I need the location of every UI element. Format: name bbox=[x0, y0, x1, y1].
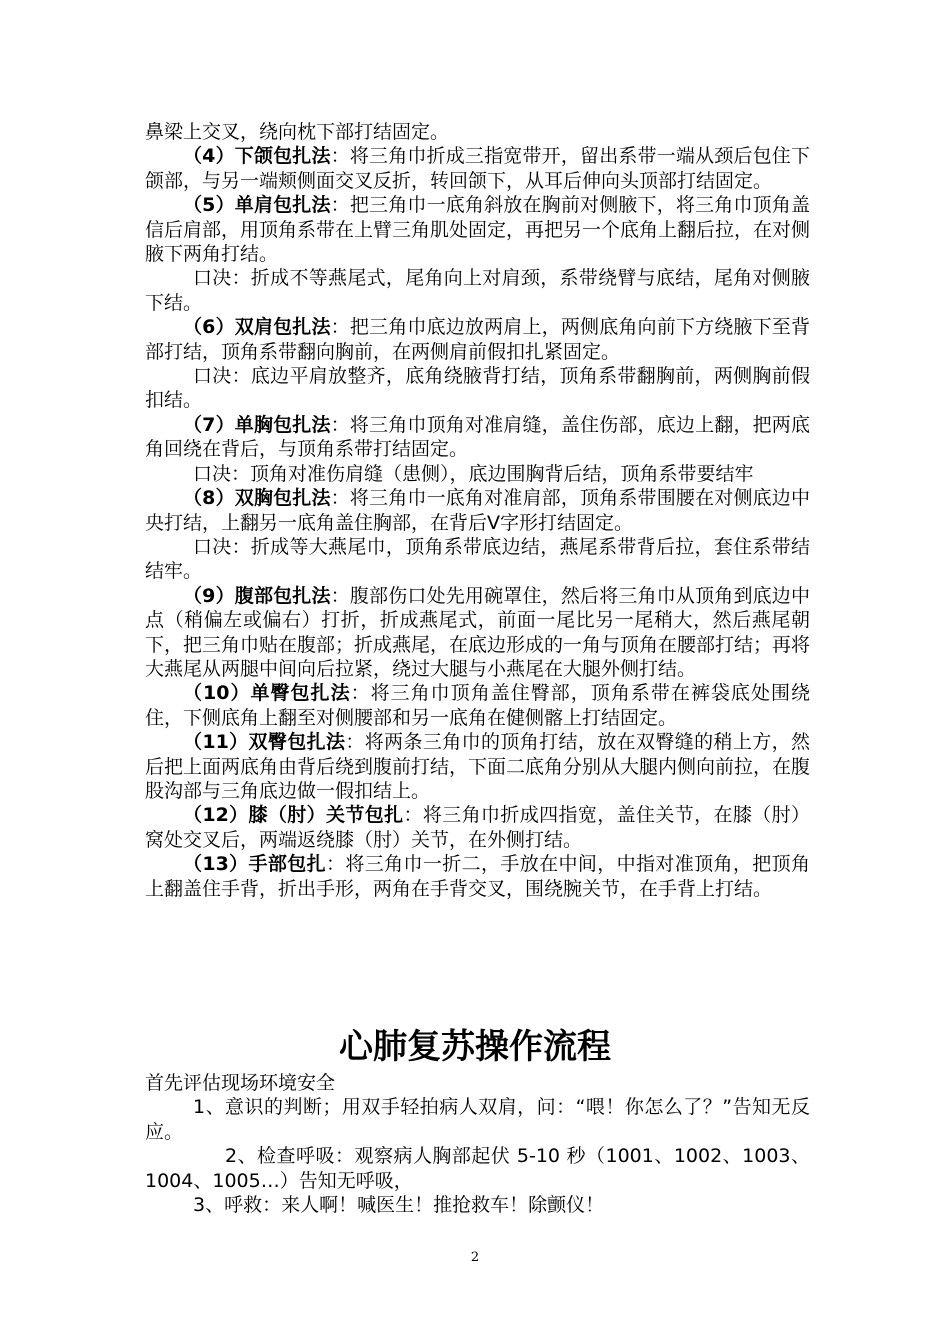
paragraph-abdomen-bandage: （9）腹部包扎法：腹部伤口处先用碗罩住，然后将三角巾从顶角到底边中点（稍偏左或偏右）打折，折成燕尾式，前面一尾比另一尾稍大，然后燕尾朝下，把三角巾贴在腹部；折成燕尾，在底边形成的一角与顶角在腰部打结；再将大燕尾从两腿中间向后拉紧，绕过大腿与小燕尾在大腿外侧打结。 bbox=[145, 584, 811, 680]
paragraph-heading: （8）双胸包扎法 bbox=[183, 487, 331, 510]
paragraph-heading: （11）双臀包扎法 bbox=[183, 731, 346, 754]
paragraph-mnemonic: 口决：顶角对准伤肩缝（患侧），底边围胸背后结，顶角系带要结牢 bbox=[193, 462, 754, 485]
section-title: 心肺复苏操作流程 bbox=[339, 1027, 611, 1067]
cpr-step-2: 2、检查呼吸：观察病人胸部起伏 5-10 秒（1001、1002、1003、1004、1005…）告知无呼吸， bbox=[145, 1145, 810, 1192]
paragraph-single-buttock-bandage: （10）单臀包扎法：将三角巾顶角盖住臀部，顶角系带在裤袋底处围绕住，下侧底角上翻至对侧腰部和另一底角在健侧髂上打结固定。 bbox=[145, 682, 810, 729]
paragraph-mandible-bandage: （4）下颌包扎法：将三角巾折成三指宽带开，留出系带一端从颈后包住下颌部，与另一端颊侧面交叉反折，转回颌下，从耳后伸向头顶部打结固定。 bbox=[145, 145, 810, 192]
paragraph-heading: （4）下颌包扎法 bbox=[183, 145, 331, 168]
bandage-methods-text bbox=[145, 120, 810, 901]
paragraph-heading: （6）双肩包扎法 bbox=[183, 316, 331, 339]
cpr-steps bbox=[145, 1071, 810, 1217]
paragraph-single-shoulder-bandage: （5）单肩包扎法：把三角巾一底角斜放在胸前对侧腋下，将三角巾顶角盖信后肩部，用顶角系带在上臂三角肌处固定，再把另一个底角上翻后拉，在对侧腋下两角打结。 bbox=[145, 194, 811, 266]
paragraph-mnemonic: 口决：折成等大燕尾巾，顶角系带底边结，燕尾系带背后拉，套住系带结结牢。 bbox=[145, 535, 810, 583]
paragraph-double-chest-bandage: （8）双胸包扎法：将三角巾一底角对准肩部，顶角系带围腰在对侧底边中央打结，上翻另一底角盖住胸部，在背后V字形打结固定。 bbox=[145, 487, 810, 534]
paragraph-mnemonic: 口决：折成不等燕尾式，尾角向上对肩颈，系带绕臂与底结，尾角对侧腋下结。 bbox=[145, 267, 810, 314]
paragraph-hand-bandage: （13）手部包扎：将三角巾一折二，手放在中间，中指对准顶角，把顶角上翻盖住手背，折出手形，两角在手背交叉，围绕腕关节，在手背上打结。 bbox=[145, 853, 810, 900]
paragraph-heading: （10）单臀包扎法 bbox=[183, 682, 351, 705]
paragraph-single-chest-bandage: （7）单胸包扎法：将三角巾顶角对准肩缝，盖住伤部，底边上翻，把两底角回绕在背后，与顶角系带打结固定。 bbox=[145, 413, 810, 461]
page-number: 2 bbox=[470, 1250, 480, 1265]
cpr-step-3: 3、呼救：来人啊！喊医生！推抢救车！除颤仪！ bbox=[193, 1194, 605, 1217]
paragraph-mnemonic: 口决：底边平肩放整齐，底角绕腋背打结，顶角系带翻胸前，两侧胸前假扣结。 bbox=[145, 365, 810, 412]
paragraph-heading: （7）单胸包扎法 bbox=[183, 413, 331, 436]
paragraph-double-buttock-bandage: （11）双臀包扎法：将两条三角巾的顶角打结，放在双臀缝的稍上方，然后把上面两底角由背后绕到腹前打结，下面二底角分别从大腿内侧向前拉，在腹股沟部与三角底边做一假扣结上。 bbox=[145, 731, 811, 802]
paragraph-heading: （12）膝（肘）关节包扎 bbox=[183, 804, 404, 827]
paragraph-heading: （13）手部包扎 bbox=[183, 853, 327, 876]
paragraph-heading: （9）腹部包扎法 bbox=[183, 584, 331, 607]
cpr-step-1: 1、意识的判断；用双手轻拍病人双肩，问：“喂！你怎么了？”告知无反应。 bbox=[145, 1096, 810, 1143]
paragraph-heading: （5）单肩包扎法 bbox=[183, 194, 331, 217]
cpr-intro: 首先评估现场环境安全 bbox=[145, 1072, 336, 1094]
paragraph-double-shoulder-bandage: （6）双肩包扎法：把三角巾底边放两肩上，两侧底角向前下方绕腋下至背部打结，顶角系带翻向胸前，在两侧肩前假扣扎紧固定。 bbox=[145, 316, 810, 363]
paragraph-continuation: 鼻梁上交叉，绕向枕下部打结固定。 bbox=[145, 121, 450, 143]
paragraph-knee-elbow-bandage: （12）膝（肘）关节包扎：将三角巾折成四指宽，盖住关节，在膝（肘）窝处交叉后，两端返绕膝（肘）关节，在外侧打结。 bbox=[145, 804, 810, 851]
